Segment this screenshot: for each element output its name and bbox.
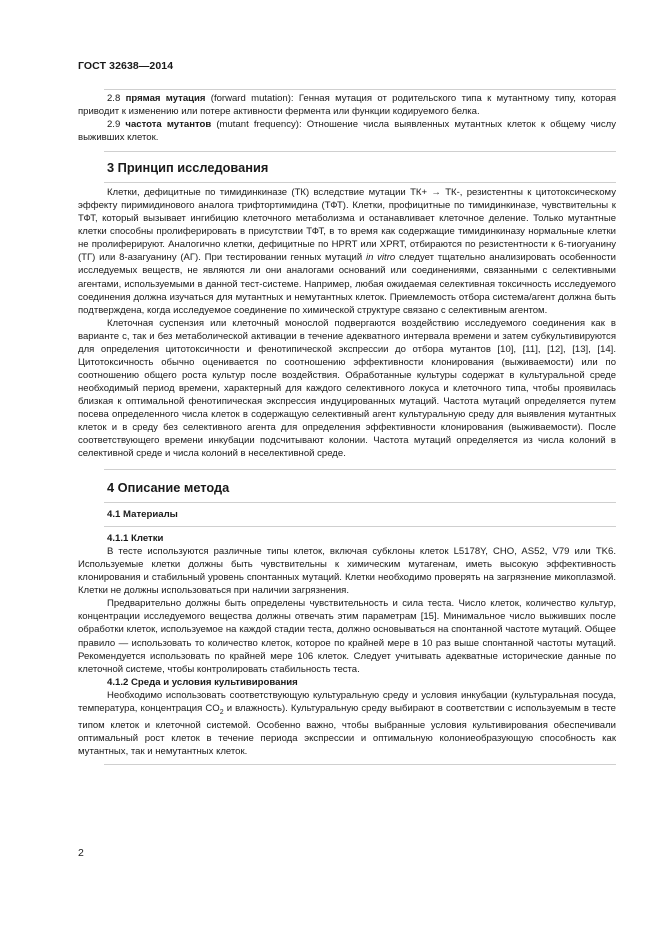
divider bbox=[104, 151, 616, 152]
definition-number: 2.9 bbox=[107, 119, 121, 131]
paragraph-italic-text: in vitro bbox=[365, 252, 396, 264]
paragraph-text: Клетки, дефицитные по тимидинкиназе (ТК) вследствие мутации ТК+ → ТК-, резистентны к цитотоксическому эффекту пиримидинового аналога трифтортимидина (ТФТ). Клетки, профицитные по тимидинкиназе, чувствительны к ТФТ, который вызывает ингибицию клеточного метаболизма и останавливает клеточное деление. Только мутантные клетки способны пролиферировать в присутствии ТФТ, в то время как содержащие тимидинкиназу нормальные клетки не пролиферируют. Аналогично клетки, дефицитные по HPRT или XPRT, отбираются по резистентности к 6-тиогуанину (ТГ) или 8-азагуанину (АГ). При тестировании генных мутаций bbox=[78, 187, 616, 264]
section-3-paragraph-2: Клеточная суспензия или клеточный монослой подвергаются воздействию исследуемого соединения как в варианте с, так и без метаболической активации в течение адекватного интервала времени и затем субкультивируются для определения цитотоксичности и фенотипической экспрессии до отбора мутантов [10], [11], [12], [13], [14]. Цитотоксичность обычно оценивается по соотношению эффективности клонирования (выживаемости) или по соотношению общего роста культур после воздействия. Обработанные культуры содержат в культуральной среде необходимый период времени, характерный для каждого селективного локуса и клеточного типа, чтобы проявилась близкая к оптимальной фенотипическая экспрессия индуцированных мутаций. Частота мутаций определяется путем посева определенного числа клеток в содержащую селективный агент культуральную среду для выявления мутантных клеток и в среду без селективного агента для определения эффективности клонирования (выживаемости). После соответствующего времени инкубации подсчитывают колонии. Частота мутаций определяется из числа колоний в селективной среде и числа колоний в неселективной среде. bbox=[78, 317, 616, 460]
definition-2-9 bbox=[78, 118, 616, 144]
divider bbox=[104, 89, 616, 90]
paragraph-text: следует тщательно анализировать особенности исследуемых веществ, не являются ли они аналогами оснований или соединениями, связанными с селективными агентами, используемыми в данной тест-системе. Например, любая ожидаемая селективная токсичность исследуемого соединения должна изучаться для мутантных и немутантных клеток. Приемлемость отбора система/агент должна быть подтверждена, когда исследуемое соединение по химической структуре связано с селективным агентом. bbox=[78, 252, 617, 316]
page-header-standard: ГОСТ 32638—2014 bbox=[78, 60, 174, 72]
section-3-paragraph-1 bbox=[78, 186, 616, 316]
definition-text: (forward mutation): Генная мутация от родительского типа к мутантному типу, которая приводит к изменению или потере активности фермента или функции кодируемого белка. bbox=[78, 93, 617, 118]
divider bbox=[104, 764, 616, 765]
document-body bbox=[78, 89, 616, 765]
subsection-4-1-2-paragraph bbox=[78, 689, 616, 758]
section-3-heading: 3 Принцип исследования bbox=[107, 160, 269, 176]
subsection-4-1-1-heading: 4.1.1 Клетки bbox=[107, 533, 164, 545]
divider bbox=[104, 469, 616, 470]
page-number: 2 bbox=[78, 847, 84, 859]
subsection-4-1-1-paragraph-2: Предварительно должны быть определены чувствительность и сила теста. Число клеток, количество культур, концентрации исследуемого вещества должны отвечать этим параметрам [15]. Минимальное число выживших после обработки клеток, используемое на каждой стадии теста, должно основываться на спонтанной частоте мутаций. Общее правило — использовать то количество клеток, которое по крайней мере в 10 раз выше спонтанной частоты мутаций. Рекомендуется использовать по крайней мере 106 клеток. Следует учитывать адекватные исторические данные по клеточной системе, чтобы контролировать стабильность теста. bbox=[78, 598, 616, 675]
definition-term: частота мутантов bbox=[125, 119, 212, 131]
definition-2-8 bbox=[78, 92, 616, 118]
definition-term: прямая мутация bbox=[125, 93, 206, 104]
divider bbox=[104, 182, 616, 183]
definition-text: (mutant frequency): Отношение числа выявленных мутантных клеток к общему числу выживших клеток. bbox=[78, 119, 616, 144]
paragraph-text: Необходимо использовать соответствующую культуральную среду и условия инкубации (культуральная посуда, температура, концентрация CO bbox=[78, 689, 616, 714]
divider bbox=[104, 502, 616, 503]
paragraph-text: и влажность). Культуральную среду выбирают в соответствии с используемым в тесте типом клеток и клеточной системой. Особенно важно, чтобы выбранные условия культивирования обеспечивали оптимальный рост клеток в течение периода экспрессии и оптимальную колониеобразующую способность как мутантных, так и немутантных клеток. bbox=[78, 702, 616, 757]
subsection-4-1-heading: 4.1 Материалы bbox=[107, 509, 178, 521]
definition-number: 2.8 bbox=[107, 93, 121, 104]
divider bbox=[104, 526, 616, 527]
subsection-4-1-2-heading: 4.1.2 Среда и условия культивирования bbox=[107, 676, 298, 688]
subsection-4-1-1-paragraph-1: В тесте используются различные типы клеток, включая субклоны клеток L5178Y, CHO, AS52, V79 или TK6. Используемые клетки должны быть чувствительны к химическим мутагенам, иметь высокую эффективность клонирования и стабильный уровень спонтанных мутаций. Клетки необходимо проверять на загрязнение микоплазмой. Клетки не должны использоваться при наличии загрязнения. bbox=[78, 546, 616, 597]
subscript: 2 bbox=[219, 708, 224, 716]
section-4-heading: 4 Описание метода bbox=[107, 480, 230, 496]
